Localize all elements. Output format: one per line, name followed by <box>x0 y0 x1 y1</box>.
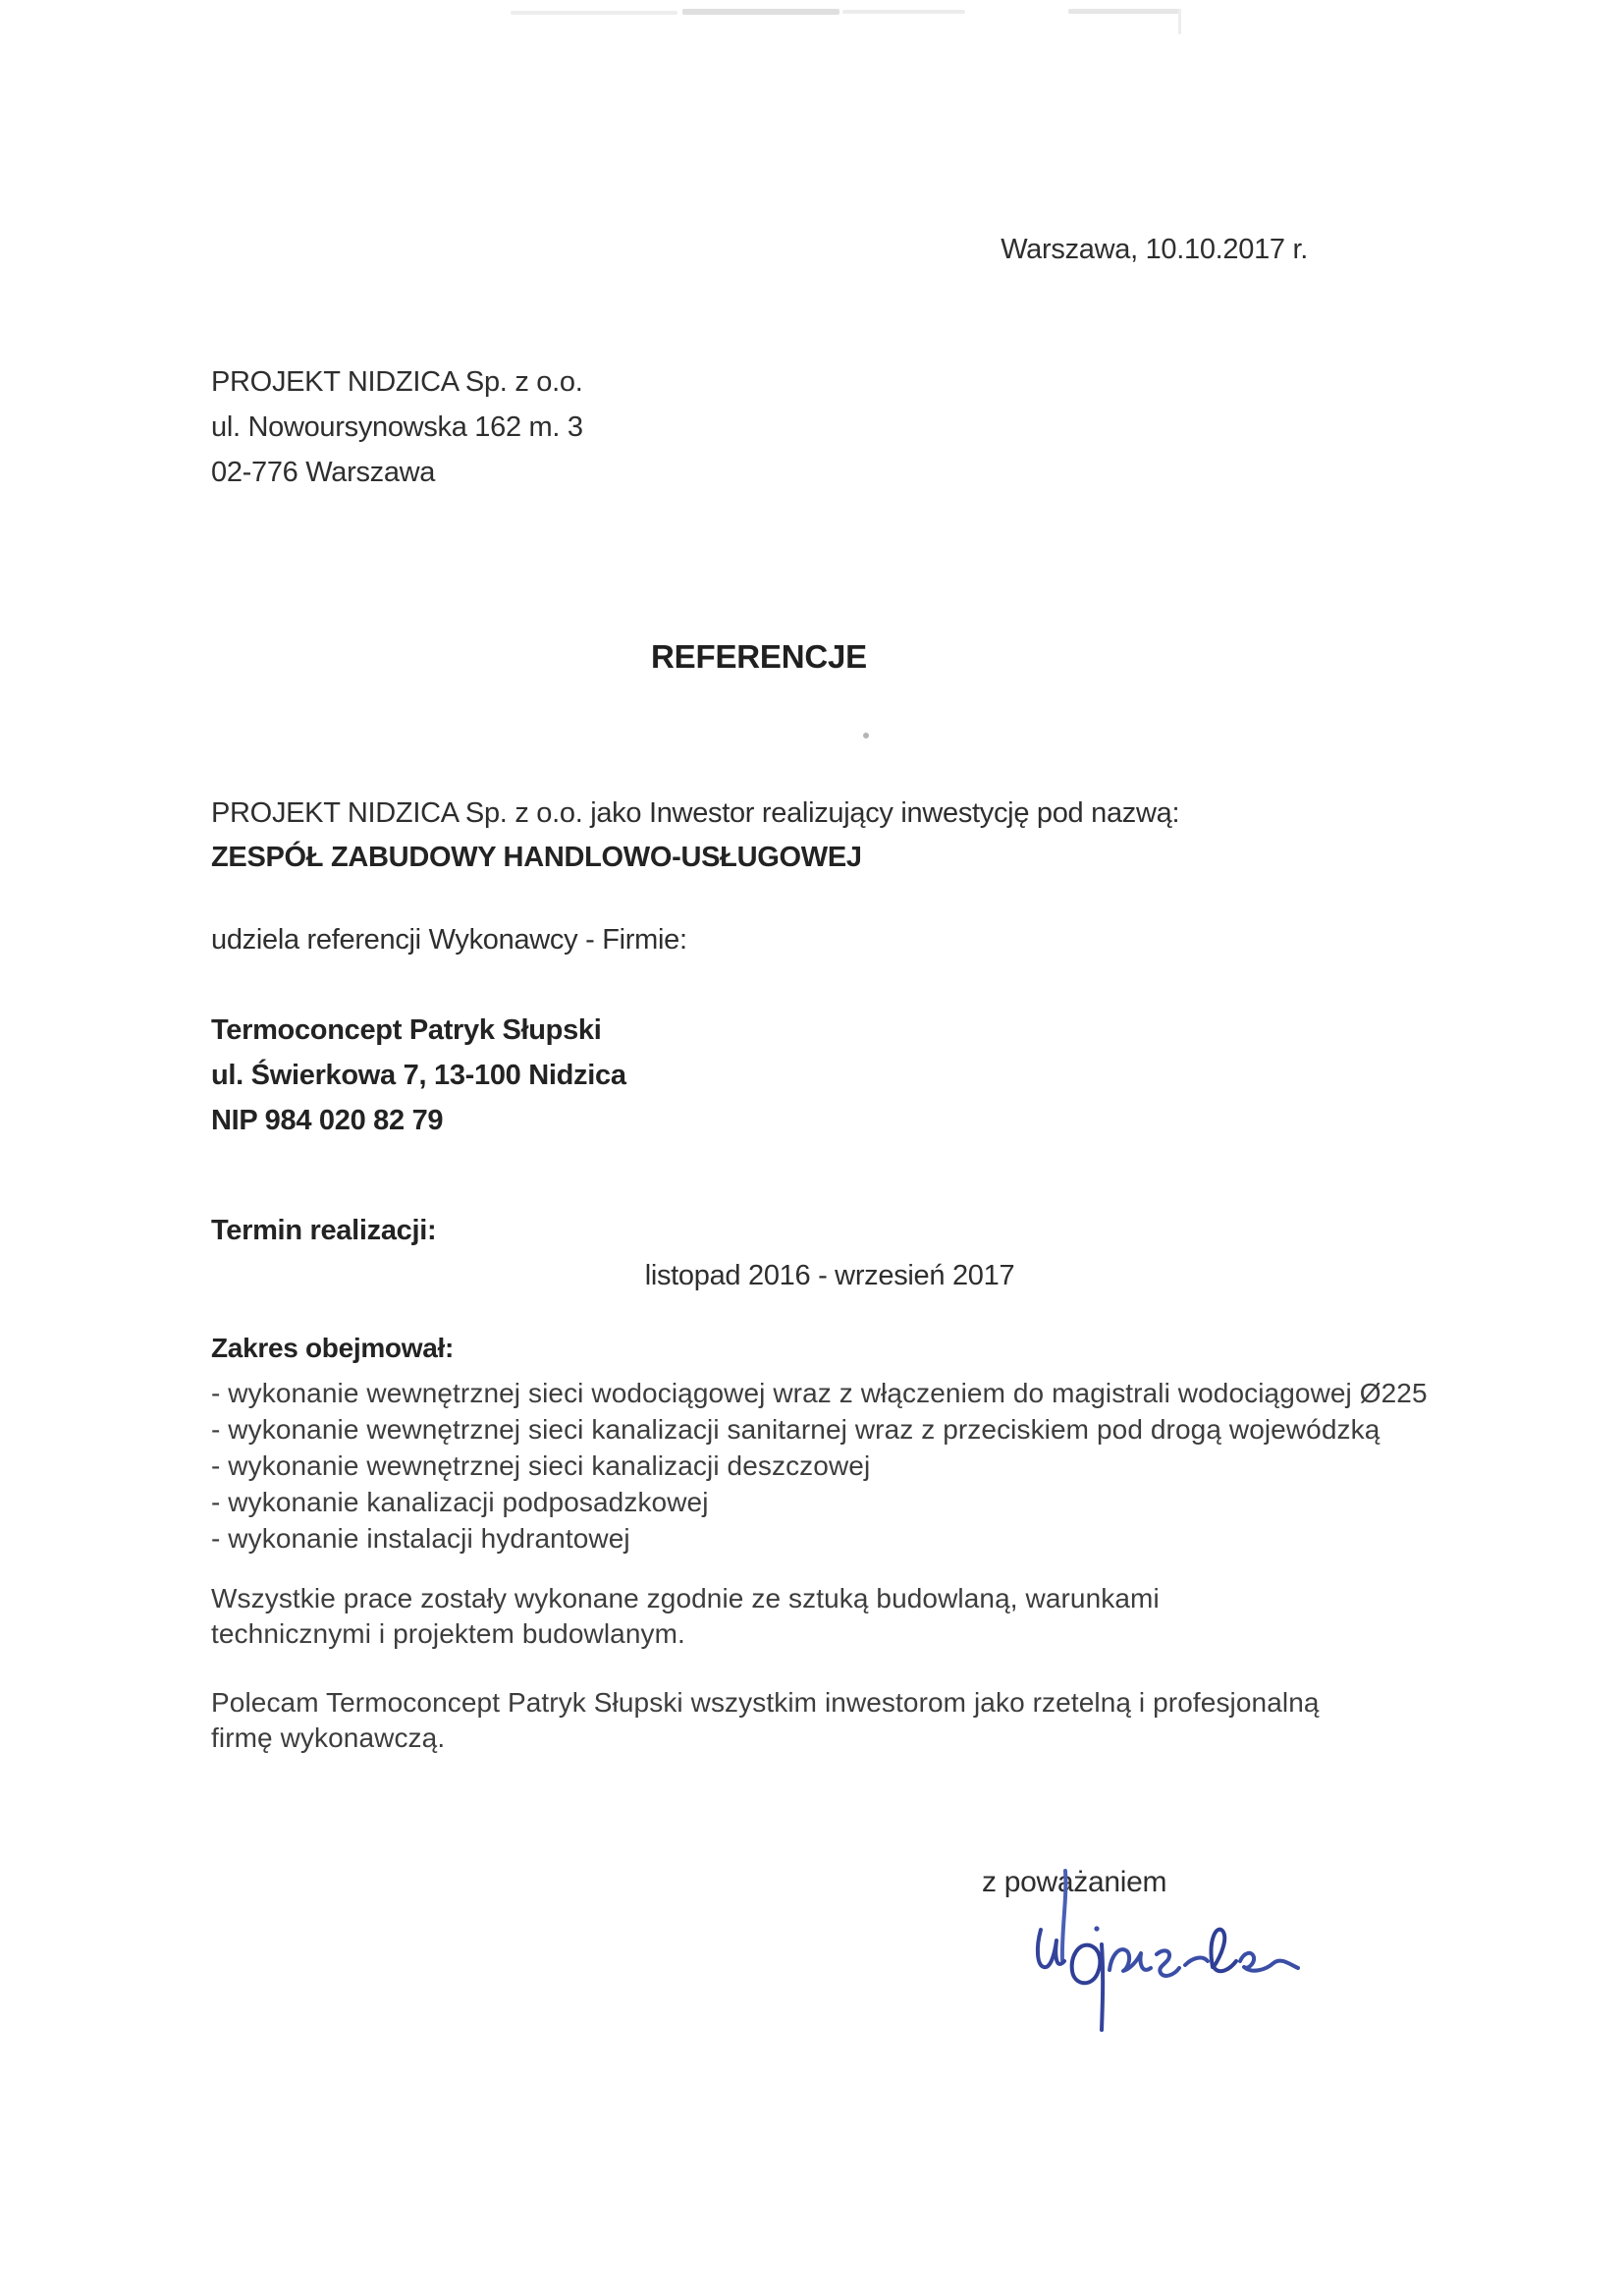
scope-item: - wykonanie wewnętrznej sieci kanalizacji sanitarnej wraz z przeciskiem pod drogą wojewódzką <box>211 1414 1380 1445</box>
contractor-address: ul. Świerkowa 7, 13-100 Nidzica <box>211 1060 626 1091</box>
recipient-name: PROJEKT NIDZICA Sp. z o.o. <box>211 366 583 398</box>
scope-label: Zakres obejmował: <box>211 1333 454 1363</box>
scope-item: - wykonanie kanalizacji podposadzkowej <box>211 1487 709 1517</box>
contractor-name: Termoconcept Patryk Słupski <box>211 1014 602 1046</box>
date-line: Warszawa, 10.10.2017 r. <box>1001 234 1308 265</box>
scan-artifact <box>863 733 869 738</box>
scope-list <box>211 1375 1428 1557</box>
signoff-text: z poważaniem <box>982 1866 1167 1898</box>
term-label: Termin realizacji: <box>211 1215 437 1246</box>
scope-item: - wykonanie wewnętrznej sieci kanalizacji deszczowej <box>211 1450 871 1481</box>
contractor-block <box>211 1008 626 1143</box>
closing-paragraph-quality: Wszystkie prace zostały wykonane zgodnie ze sztuką budowlaną, warunkami technicznymi i projektem budowlanym. <box>211 1583 1160 1649</box>
scan-artifact <box>842 10 965 14</box>
scan-artifact <box>682 9 839 15</box>
recipient-block <box>211 359 583 495</box>
document-title: REFERENCJE <box>651 638 867 675</box>
project-name: ZESPÓŁ ZABUDOWY HANDLOWO-USŁUGOWEJ <box>211 842 862 873</box>
scan-artifact <box>1068 9 1181 14</box>
closing-paragraph-recommendation: Polecam Termoconcept Patryk Słupski wszystkim inwestorom jako rzetelną i profesjonalną firmę wykonawczą. <box>211 1687 1320 1753</box>
intro-line: PROJEKT NIDZICA Sp. z o.o. jako Inwestor realizujący inwestycję pod nazwą: <box>211 797 1180 829</box>
recipient-address-line2: 02-776 Warszawa <box>211 457 436 488</box>
grants-line: udziela referencji Wykonawcy - Firmie: <box>211 924 687 956</box>
scan-artifact <box>1178 9 1181 34</box>
scan-artifact <box>511 11 677 15</box>
recipient-address-line1: ul. Nowoursynowska 162 m. 3 <box>211 411 583 443</box>
scope-item: - wykonanie wewnętrznej sieci wodociągowej wraz z włączeniem do magistrali wodociągowej Ø225 <box>211 1378 1428 1408</box>
scope-item: - wykonanie instalacji hydrantowej <box>211 1523 630 1554</box>
contractor-nip: NIP 984 020 82 79 <box>211 1105 444 1136</box>
handwritten-signature <box>1011 1859 1316 2046</box>
term-value: listopad 2016 - wrzesień 2017 <box>644 1260 1015 1291</box>
